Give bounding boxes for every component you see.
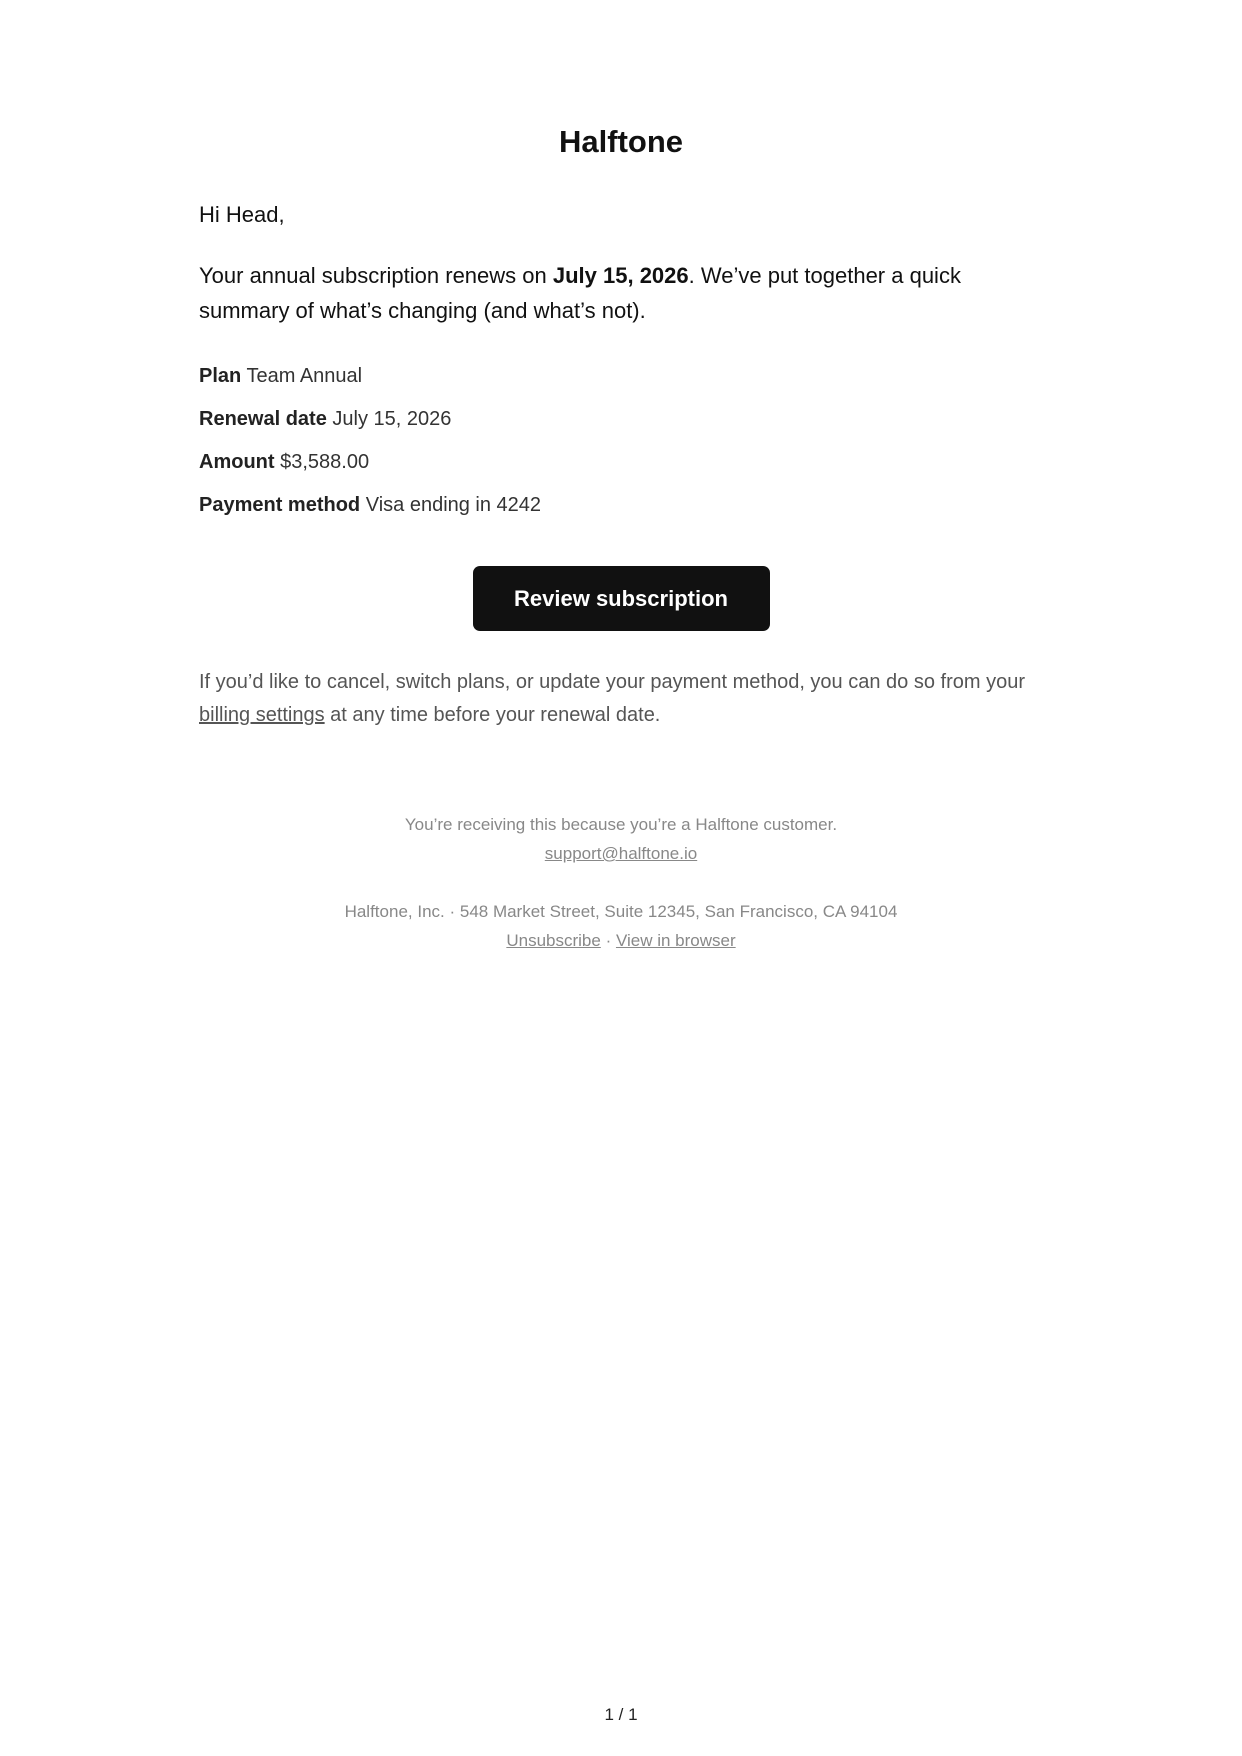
detail-value: Visa ending in 4242 <box>365 494 542 516</box>
cta-container <box>199 566 1043 631</box>
detail-plan <box>199 362 1043 390</box>
review-subscription-button[interactable]: Review subscription <box>473 566 770 631</box>
separator: · <box>444 902 460 921</box>
view-in-browser-link[interactable]: View in browser <box>615 931 736 950</box>
greeting: Hi Head, <box>199 202 285 227</box>
detail-amount <box>199 448 1043 476</box>
footer-address-line <box>199 897 1043 926</box>
email-footer <box>199 810 1043 955</box>
detail-label: Plan <box>199 365 242 387</box>
brand-title: Halftone <box>559 124 683 159</box>
billing-settings-link[interactable]: billing settings <box>199 704 325 726</box>
footer-links <box>199 926 1043 955</box>
renewal-date-highlight: July 15, 2026 <box>552 263 689 288</box>
note-text-after: at any time before your renewal date. <box>324 704 661 726</box>
detail-value: Team Annual <box>246 365 363 387</box>
detail-label: Payment method <box>199 494 361 516</box>
detail-value: $3,588.00 <box>280 451 370 473</box>
detail-label: Amount <box>199 451 275 473</box>
billing-note <box>199 666 1043 732</box>
note-text-before: If you’d like to cancel, switch plans, or update your payment method, you can do so from your <box>199 671 1025 693</box>
footer-reason: You’re receiving this because you’re a Halftone customer. <box>404 815 838 834</box>
intro-text-before: Your annual subscription renews on <box>199 263 553 288</box>
company-name: Halftone, Inc. <box>344 902 445 921</box>
intro-text-after: . We’ve put together a quick summary of what’s changing (and what’s not). <box>199 263 961 323</box>
detail-label: Renewal date <box>199 408 327 430</box>
company-address: 548 Market Street, Suite 12345, San Francisco, CA 94104 <box>459 902 898 921</box>
page-indicator: 1 / 1 <box>604 1705 638 1724</box>
detail-value: July 15, 2026 <box>332 408 452 430</box>
separator: · <box>600 931 616 950</box>
intro-paragraph <box>199 258 1043 328</box>
detail-payment-method <box>199 491 1043 519</box>
unsubscribe-link[interactable]: Unsubscribe <box>506 931 601 950</box>
subscription-details <box>199 362 1043 534</box>
detail-renewal-date <box>199 405 1043 433</box>
support-email-link[interactable]: support@halftone.io <box>544 844 698 863</box>
